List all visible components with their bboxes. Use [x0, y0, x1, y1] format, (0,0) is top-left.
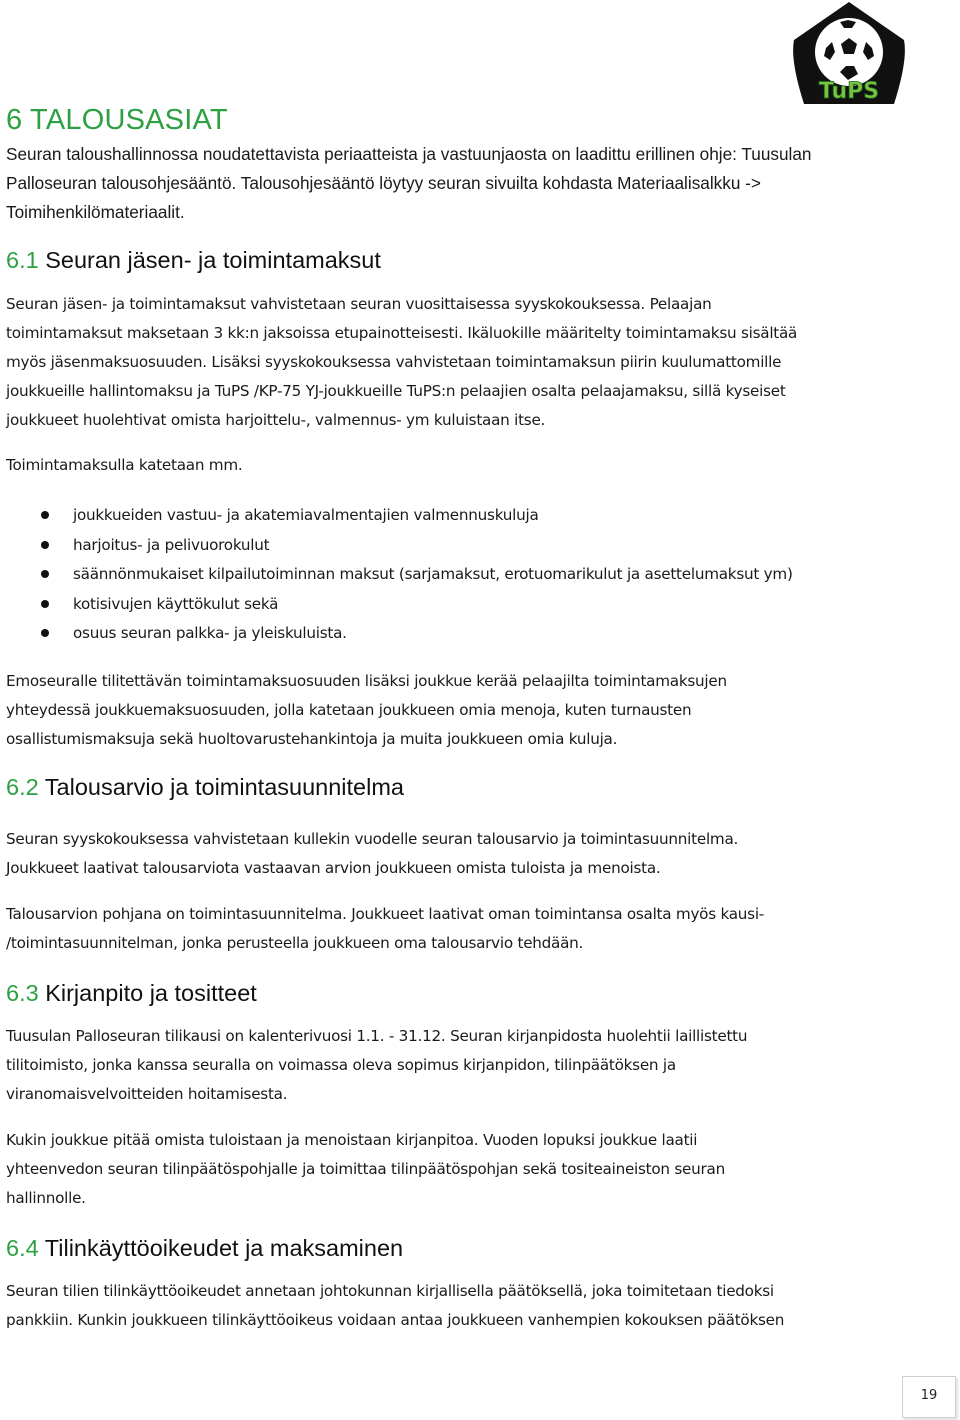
- intro-line: Seuran taloushallinnossa noudatettavista periaatteista ja vastuunjaosta on laadittu erillinen ohje: Tuusulan: [6, 144, 812, 164]
- heading-number: 6.4: [6, 1235, 39, 1261]
- paragraph-line: Joukkueet laativat talousarviota vastaavan arvion joukkueen omista tuloista ja menoista.: [6, 859, 661, 877]
- paragraph-line: Seuran tilien tilinkäyttöoikeudet annetaan johtokunnan kirjallisella päätöksellä, joka toimitetaan tiedoksi: [6, 1282, 774, 1300]
- paragraph-line: Seuran syyskokouksessa vahvistetaan kullekin vuodelle seuran talousarvio ja toimintasuunnitelma.: [6, 830, 739, 848]
- bullet-icon: [41, 629, 49, 637]
- intro-line: Palloseuran talousohjesääntö. Talousohjesääntö löytyy seuran sivuilta kohdasta Materiaalisalkku ->: [6, 173, 761, 193]
- bullet-icon: [41, 600, 49, 608]
- heading-number: 6.1: [6, 247, 39, 273]
- paragraph-line: joukkueille hallintomaksu ja TuPS /KP-75 YJ-joukkueille TuPS:n pelaajien osalta pelaajamaksu, sillä kyseiset: [6, 382, 786, 400]
- paragraph-line: Toimintamaksulla katetaan mm.: [6, 456, 243, 474]
- heading-text: Talousarvio ja toimintasuunnitelma: [38, 774, 404, 800]
- heading-6-3: [6, 980, 257, 1007]
- list-item-text: harjoitus- ja pelivuorokulut: [73, 536, 270, 554]
- paragraph-line: joukkueet huolehtivat omista harjoittelu-, valmennus- ym kuluistaan itse.: [6, 411, 546, 429]
- paragraph-line: yhteenvedon seuran tilinpäätöspohjalle ja toimittaa tilinpäätöspohjan sekä tositeaineiston seuran: [6, 1160, 725, 1178]
- page-title: 6 TALOUSASIAT: [6, 104, 228, 136]
- logo-text: TuPS: [818, 79, 880, 104]
- list-item-text: kotisivujen käyttökulut sekä: [73, 595, 279, 613]
- paragraph-line: pankkiin. Kunkin joukkueen tilinkäyttöoikeus voidaan antaa joukkueen vanhempien kokouksen päätöksen: [6, 1311, 785, 1329]
- paragraph-line: toimintamaksut maksetaan 3 kk:n jaksoissa etupainotteisesti. Ikäluokille määritelty toimintamaksu sisältää: [6, 324, 798, 342]
- page-number-box: [902, 1376, 956, 1418]
- heading-text: Kirjanpito ja tositteet: [38, 980, 257, 1006]
- intro-line: Toimihenkilömateriaalit.: [6, 202, 185, 222]
- paragraph-line: hallinnolle.: [6, 1189, 86, 1207]
- heading-6-4: [6, 1235, 403, 1262]
- heading-6-1: [6, 247, 381, 274]
- heading-number: 6.3: [6, 980, 39, 1006]
- paragraph-line: Kukin joukkue pitää omista tuloistaan ja menoistaan kirjanpitoa. Vuoden lopuksi joukkue laatii: [6, 1131, 698, 1149]
- bullet-icon: [41, 570, 49, 578]
- bullet-icon: [41, 511, 49, 519]
- tups-logo: [790, 0, 908, 112]
- paragraph-line: viranomaisvelvoitteiden hoitamisesta.: [6, 1085, 288, 1103]
- paragraph-line: Seuran jäsen- ja toimintamaksut vahvistetaan seuran vuosittaisessa syyskokouksessa. Pelaajan: [6, 295, 712, 313]
- paragraph-line: osallistumismaksuja sekä huoltovarustehankintoja ja muita joukkueen omia kuluja.: [6, 730, 618, 748]
- paragraph-line: myös jäsenmaksuosuuden. Lisäksi syyskokouksessa vahvistetaan toimintamaksun piirin kuulumattomille: [6, 353, 782, 371]
- bullet-icon: [41, 541, 49, 549]
- paragraph-line: Emoseuralle tilitettävän toimintamaksuosuuden lisäksi joukkue kerää pelaajilta toimintamaksujen: [6, 672, 727, 690]
- heading-6-2: [6, 774, 404, 801]
- list-item-text: säännönmukaiset kilpailutoiminnan maksut (sarjamaksut, erotuomarikulut ja asettelumaksut ym): [73, 565, 793, 583]
- paragraph-line: Tuusulan Palloseuran tilikausi on kalenterivuosi 1.1. - 31.12. Seuran kirjanpidosta huolehtii laillistettu: [6, 1027, 748, 1045]
- page-number: 19: [920, 1388, 938, 1403]
- heading-text: Tilinkäyttöoikeudet ja maksaminen: [38, 1235, 404, 1261]
- paragraph-line: yhteydessä joukkuemaksuosuuden, jolla katetaan joukkueen omia menoja, kuten turnausten: [6, 701, 692, 719]
- paragraph-line: tilitoimisto, jonka kanssa seuralla on voimassa oleva sopimus kirjanpidon, tilinpäätöksen ja: [6, 1056, 676, 1074]
- heading-number: 6.2: [6, 774, 39, 800]
- paragraph-line: /toimintasuunnitelman, jonka perusteella joukkueen oma talousarvio tehdään.: [6, 934, 584, 952]
- heading-text: Seuran jäsen- ja toimintamaksut: [38, 247, 381, 273]
- paragraph-line: Talousarvion pohjana on toimintasuunnitelma. Joukkueet laativat oman toimintansa osalta myös kausi-: [6, 905, 765, 923]
- list-item-text: joukkueiden vastuu- ja akatemiavalmentajien valmennuskuluja: [73, 506, 539, 524]
- list-item-text: osuus seuran palkka- ja yleiskuluista.: [73, 624, 347, 642]
